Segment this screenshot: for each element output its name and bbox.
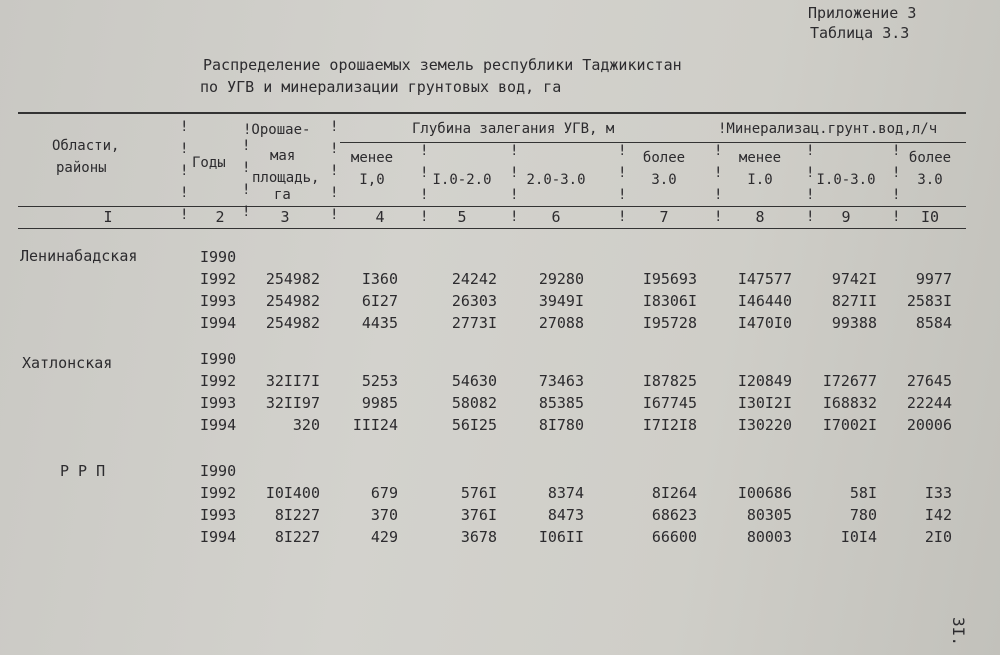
value-cell-col8: I30I2I [737,394,792,412]
year-cell: I994 [200,314,237,332]
column-number: 5 [457,208,467,226]
year-cell: I992 [200,270,237,288]
value-cell-col7: I95728 [642,314,697,332]
year-cell: I994 [200,528,237,546]
value-cell-col7: I67745 [642,394,697,412]
header-mineral-group: !Минерализац.грунт.вод,л/ч [718,121,938,137]
value-cell-col10: 8584 [915,314,952,332]
page-number: 3I. [948,617,968,646]
value-cell-col10: I42 [924,506,952,524]
rule-top [18,112,966,114]
subheader-10-line2: 3.0 [917,172,943,188]
table-title-line1: Распределение орошаемых земель республики Таджикистан [203,56,682,74]
value-cell-col8: I00686 [737,484,792,502]
value-cell-col8: 80305 [746,506,792,524]
subheader-8-line2: I.0 [747,172,773,188]
header-irrigated-4: га [274,187,291,203]
column-number: I [103,208,113,226]
value-cell-col3: 8I227 [274,506,320,524]
year-cell: I993 [200,506,237,524]
subheader-7-line1: более [642,150,686,166]
table-title-line2: по УГВ и минерализации грунтовых вод, га [200,78,562,96]
year-cell: I994 [200,416,237,434]
value-cell-col8: I47577 [737,270,792,288]
column-number: 4 [375,208,385,226]
year-cell: I990 [200,248,237,266]
subheader-5-line2: I.0-2.0 [432,172,492,188]
header-region-2: районы [56,160,107,176]
value-cell-col7: I95693 [642,270,697,288]
value-cell-col5: 576I [460,484,497,502]
value-cell-col7: 8I264 [651,484,697,502]
column-separator: ! ! ! ! [618,143,627,225]
value-cell-col9: I7002I [822,416,877,434]
year-cell: I992 [200,484,237,502]
value-cell-col4: I360 [361,270,398,288]
value-cell-col5: 56I25 [451,416,497,434]
value-cell-col5: 54630 [451,372,497,390]
value-cell-col10: 22244 [906,394,952,412]
subheader-9-line2: I.0-3.0 [816,172,876,188]
column-number: 2 [215,208,225,226]
value-cell-col4: 679 [370,484,398,502]
value-cell-col6: 27088 [538,314,584,332]
value-cell-col6: 3949I [538,292,584,310]
region-name: Р Р П [60,462,106,480]
value-cell-col6: 8473 [547,506,584,524]
value-cell-col4: III24 [352,416,398,434]
year-cell: I993 [200,394,237,412]
value-cell-col6: 29280 [538,270,584,288]
appendix-label: Приложение 3 [808,4,917,22]
subheader-8-line1: менее [738,150,782,166]
value-cell-col6: 73463 [538,372,584,390]
column-number: 6 [551,208,561,226]
value-cell-col10: 2I0 [924,528,952,546]
rule-colnum-bottom [18,228,966,229]
value-cell-col3: 8I227 [274,528,320,546]
value-cell-col9: 780 [849,506,877,524]
value-cell-col8: I30220 [737,416,792,434]
header-years: Годы [192,155,226,171]
value-cell-col3: 254982 [265,314,320,332]
column-separator: ! ! ! ! [714,143,723,225]
value-cell-col8: I46440 [737,292,792,310]
value-cell-col7: 66600 [651,528,697,546]
value-cell-col8: 80003 [746,528,792,546]
year-cell: I990 [200,350,237,368]
subheader-4-line2: I,0 [359,172,385,188]
rule-subheader [340,142,966,143]
value-cell-col10: I33 [924,484,952,502]
value-cell-col4: 4435 [361,314,398,332]
value-cell-col4: 6I27 [361,292,398,310]
value-cell-col9: 99388 [831,314,877,332]
column-separator: ! ! ! ! [892,143,901,225]
region-name: Ленинабадская [20,247,138,265]
value-cell-col6: 8374 [547,484,584,502]
value-cell-col10: 20006 [906,416,952,434]
value-cell-col3: 32II7I [265,372,320,390]
year-cell: I992 [200,372,237,390]
rule-header-bottom [18,206,966,207]
value-cell-col5: 376I [460,506,497,524]
value-cell-col5: 2773I [451,314,497,332]
subheader-7-line2: 3.0 [651,172,677,188]
header-depth-group: Глубина залегания УГВ, м [412,121,615,137]
value-cell-col5: 3678 [460,528,497,546]
value-cell-col4: 429 [370,528,398,546]
column-separator: ! ! ! ! ! [330,119,339,223]
value-cell-col9: 827II [831,292,877,310]
subheader-4-line1: менее [350,150,394,166]
header-region-1: Области, [52,138,120,154]
value-cell-col3: 320 [292,416,320,434]
table-label: Таблица 3.3 [810,24,910,42]
value-cell-col7: I7I2I8 [642,416,697,434]
column-separator: ! ! ! ! [420,143,429,225]
header-irrigated-3: площадь, [252,170,320,186]
year-cell: I993 [200,292,237,310]
value-cell-col4: 9985 [361,394,398,412]
column-number: 3 [280,208,290,226]
value-cell-col3: 254982 [265,292,320,310]
value-cell-col5: 26303 [451,292,497,310]
value-cell-col5: 24242 [451,270,497,288]
value-cell-col4: 5253 [361,372,398,390]
column-separator: ! ! ! ! [510,143,519,225]
value-cell-col4: 370 [370,506,398,524]
column-number: 9 [841,208,851,226]
value-cell-col9: 9742I [831,270,877,288]
region-name: Хатлонская [22,354,113,372]
column-separator: ! ! ! ! [806,143,815,225]
value-cell-col7: I87825 [642,372,697,390]
value-cell-col9: I0I4 [840,528,877,546]
value-cell-col10: 2583I [906,292,952,310]
value-cell-col6: 8I780 [538,416,584,434]
subheader-10-line1: более [908,150,952,166]
value-cell-col10: 27645 [906,372,952,390]
subheader-6-line2: 2.0-3.0 [526,172,586,188]
value-cell-col9: 58I [849,484,877,502]
value-cell-col6: 85385 [538,394,584,412]
value-cell-col7: I8306I [642,292,697,310]
value-cell-col6: I06II [538,528,584,546]
year-cell: I990 [200,462,237,480]
column-number: 7 [659,208,669,226]
value-cell-col9: I68832 [822,394,877,412]
header-irrigated-2: мая [270,148,296,164]
value-cell-col9: I72677 [822,372,877,390]
value-cell-col8: I20849 [737,372,792,390]
header-irrigated-1: !Орошае- [243,122,311,138]
value-cell-col10: 9977 [915,270,952,288]
value-cell-col3: I0I400 [265,484,320,502]
column-separator: ! ! ! ! ! [180,119,189,223]
column-separator: ! ! ! ! [242,138,251,220]
column-number: 8 [755,208,765,226]
value-cell-col8: I470I0 [737,314,792,332]
value-cell-col5: 58082 [451,394,497,412]
value-cell-col7: 68623 [651,506,697,524]
value-cell-col3: 32II97 [265,394,320,412]
value-cell-col3: 254982 [265,270,320,288]
column-number: I0 [920,208,940,226]
